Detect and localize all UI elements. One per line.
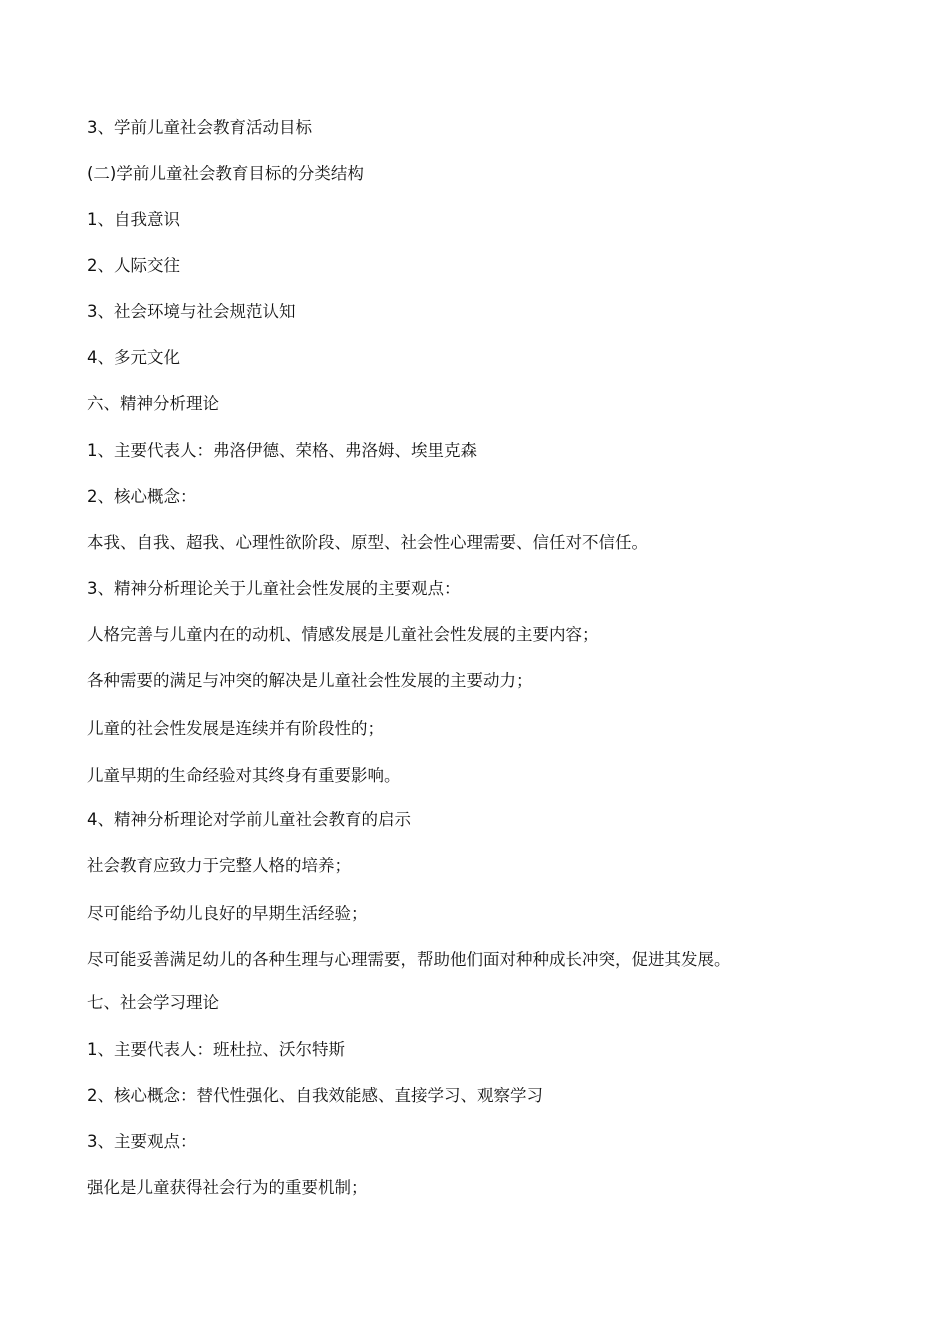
paragraph-sl-main-views: 3、主要观点： (87, 1132, 197, 1151)
paragraph-sl-view-1: 强化是儿童获得社会行为的重要机制； (87, 1178, 368, 1197)
paragraph-implication-1: 社会教育应致力于完整人格的培养； (87, 856, 351, 875)
section-heading-social-learning: 七、社会学习理论 (87, 993, 219, 1012)
paragraph-view-1: 人格完善与儿童内在的动机、情感发展是儿童社会性发展的主要内容； (87, 625, 599, 644)
heading-3-activity-goals: 3、学前儿童社会教育活动目标 (87, 118, 312, 137)
list-item-self-awareness: 1、自我意识 (87, 210, 180, 229)
paragraph-sl-representatives: 1、主要代表人：班杜拉、沃尔特斯 (87, 1040, 345, 1059)
list-item-multiculture: 4、多元文化 (87, 348, 180, 367)
paragraph-representatives: 1、主要代表人：弗洛伊德、荣格、弗洛姆、埃里克森 (87, 441, 477, 460)
paragraph-view-4: 儿童早期的生命经验对其终身有重要影响。 (87, 766, 401, 785)
paragraph-sl-core-concepts: 2、核心概念：替代性强化、自我效能感、直接学习、观察学习 (87, 1086, 543, 1105)
list-item-interpersonal: 2、人际交往 (87, 256, 180, 275)
paragraph-implications-heading: 4、精神分析理论对学前儿童社会教育的启示 (87, 810, 411, 829)
list-item-social-norms: 3、社会环境与社会规范认知 (87, 302, 296, 321)
heading-goal-classification: (二)学前儿童社会教育目标的分类结构 (87, 164, 364, 183)
paragraph-main-views: 3、精神分析理论关于儿童社会性发展的主要观点： (87, 579, 461, 598)
paragraph-implication-3: 尽可能妥善满足幼儿的各种生理与心理需要，帮助他们面对种种成长冲突，促进其发展。 (87, 950, 731, 969)
paragraph-implication-2: 尽可能给予幼儿良好的早期生活经验； (87, 904, 368, 923)
paragraph-view-3: 儿童的社会性发展是连续并有阶段性的； (87, 719, 384, 738)
section-heading-psychoanalysis: 六、精神分析理论 (87, 394, 219, 413)
paragraph-concept-list: 本我、自我、超我、心理性欲阶段、原型、社会性心理需要、信任对不信任。 (87, 533, 648, 552)
paragraph-core-concepts: 2、核心概念： (87, 487, 197, 506)
paragraph-view-2: 各种需要的满足与冲突的解决是儿童社会性发展的主要动力； (87, 671, 533, 690)
